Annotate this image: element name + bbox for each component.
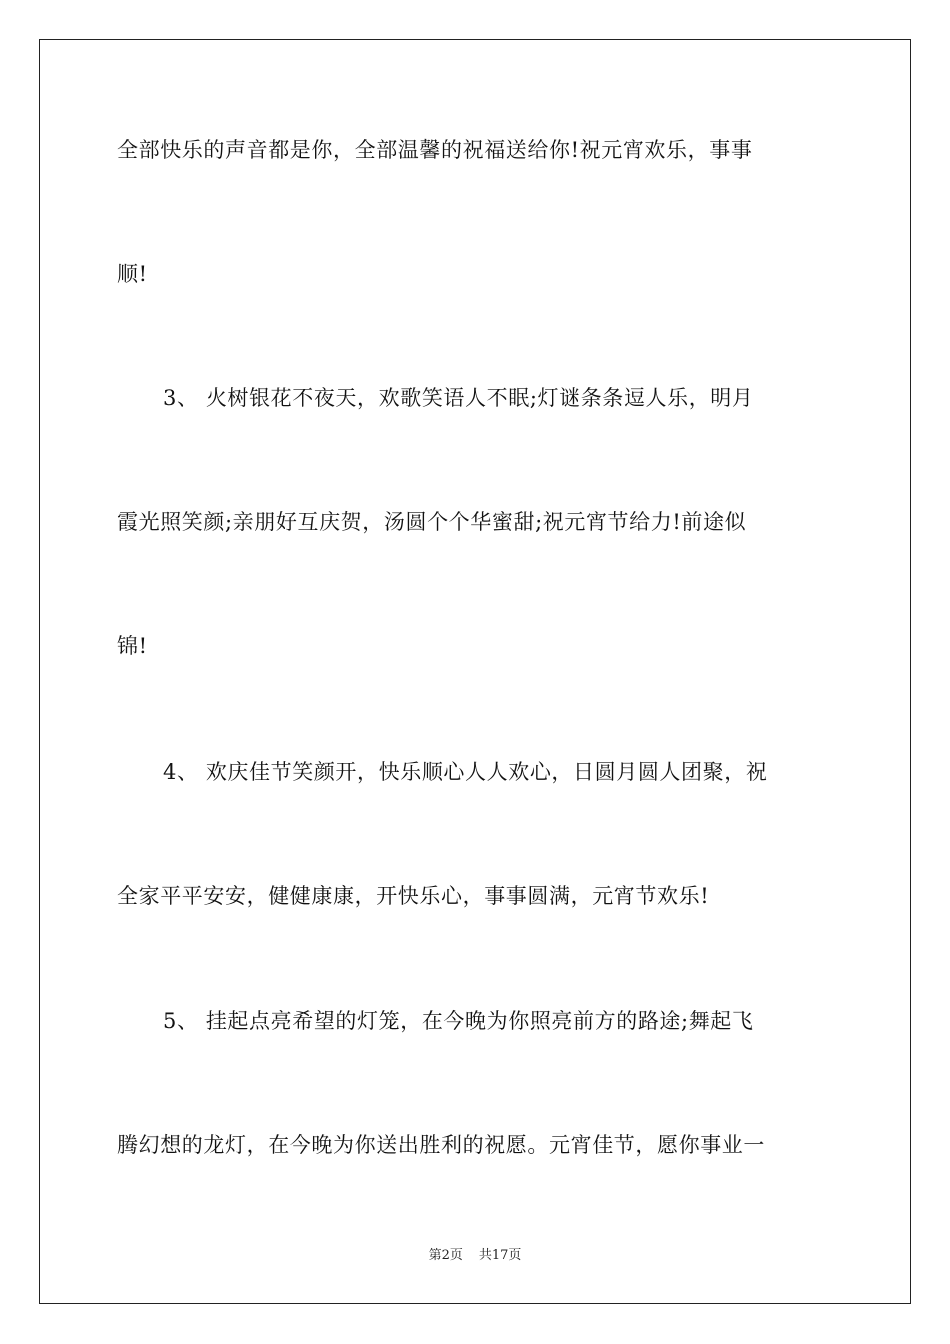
text-line-9: 腾幻想的龙灯，在今晚为你送出胜利的祝愿。元宵佳节，愿你事业一 — [117, 1133, 765, 1157]
text-line-5: 锦! — [117, 634, 148, 658]
text-line-6: 4、 欢庆佳节笑颜开，快乐顺心人人欢心，日圆月圆人团聚，祝 — [163, 760, 768, 784]
text-line-8: 5、 挂起点亮希望的灯笼，在今晚为你照亮前方的路途;舞起飞 — [163, 1009, 754, 1033]
text-line-4: 霞光照笑颜;亲朋好互庆贺，汤圆个个华蜜甜;祝元宵节给力!前途似 — [117, 510, 747, 534]
text-line-7: 全家平平安安，健健康康，开快乐心，事事圆满，元宵节欢乐! — [117, 884, 710, 908]
page-border — [39, 39, 911, 1304]
text-line-2: 顺! — [117, 262, 148, 286]
text-line-1: 全部快乐的声音都是你，全部温馨的祝福送给你!祝元宵欢乐，事事 — [117, 138, 753, 162]
page-footer — [0, 1247, 950, 1265]
page-total: 共17页 — [478, 1248, 522, 1263]
page-number: 第2页 — [428, 1248, 463, 1263]
text-line-3: 3、 火树银花不夜天，欢歌笑语人不眠;灯谜条条逗人乐，明月 — [163, 386, 754, 410]
